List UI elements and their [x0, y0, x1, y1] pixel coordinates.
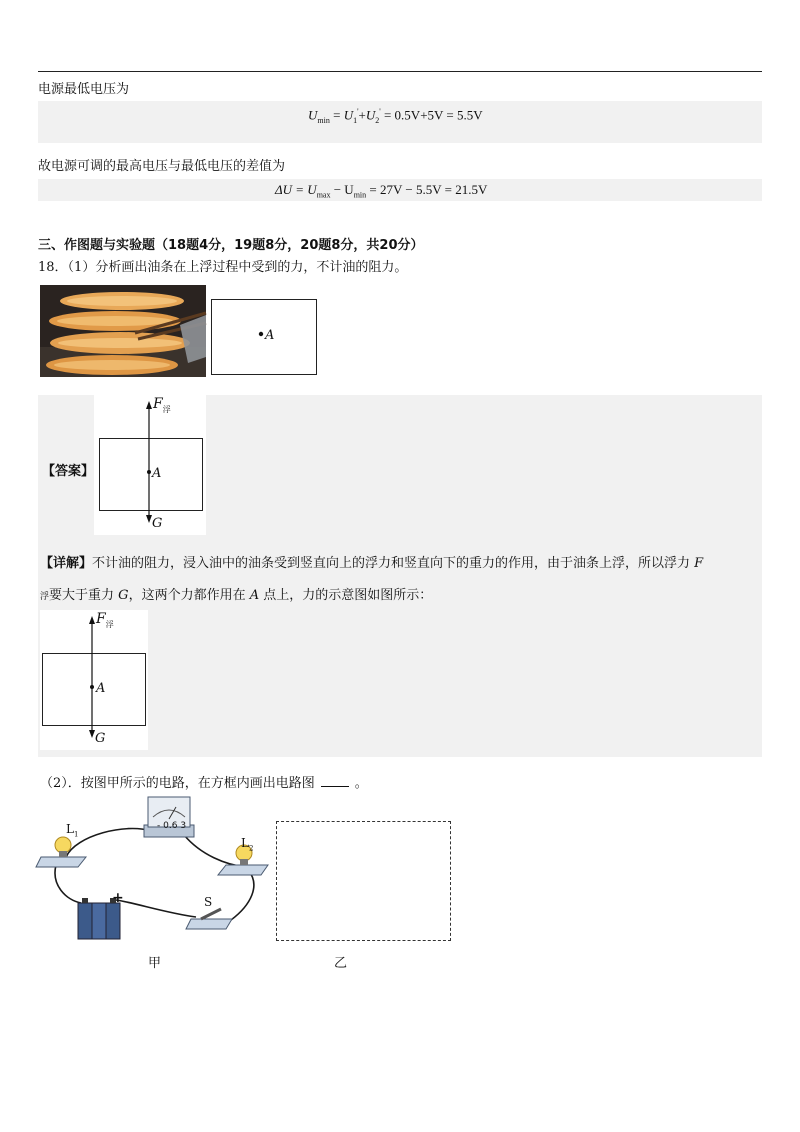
- label-s: S: [204, 895, 213, 909]
- question-18-1: 18．（1）分析画出油条在上浮过程中受到的力，不计油的阻力。: [38, 260, 408, 275]
- question-box-diagram: [211, 299, 317, 375]
- label-jia: 甲: [148, 956, 162, 971]
- label-l1: $L_1$: [66, 822, 79, 839]
- answer-force-diagram: [94, 395, 206, 535]
- circuit-picture: [36, 795, 276, 945]
- answer-f-label: $F_浮$: [153, 396, 171, 414]
- ammeter: [144, 797, 194, 837]
- label-plus: +: [112, 890, 124, 906]
- circuit-drawing-box[interactable]: [276, 821, 451, 941]
- bulb-l1: [36, 837, 86, 867]
- detail-line-2: 浮要大于重力 G，这两个力都作用在 A 点上，力的示意图如图所示：: [40, 588, 433, 603]
- meter-scale: - 0.6 3: [157, 821, 187, 831]
- section-heading: 三、作图题与实验题（18题4分，19题8分，20题8分，共20分）: [38, 238, 424, 253]
- detail-force-diagram: [40, 610, 148, 750]
- detail-a-label: A: [96, 681, 106, 696]
- answer-a-label: A: [152, 466, 162, 481]
- formula-box-2: [38, 179, 762, 201]
- point-a-dot: [259, 332, 263, 336]
- formula-delta-u: $\Delta U = U_{max} - U_{min} = 27V - 5.5V = 21.5V$: [275, 182, 488, 200]
- detail-f-label: $F_浮$: [96, 611, 114, 629]
- youtiao-photo: [40, 285, 206, 377]
- formula-box-1: [38, 101, 762, 143]
- switch: [186, 909, 232, 929]
- detail-g-label: G: [95, 731, 106, 746]
- detail-line-1: 【详解】不计油的阻力，浸入油中的油条受到竖直向上的浮力和竖直向下的重力的作用，由于油条上浮，所以浮力 F: [40, 556, 704, 571]
- answer-label: 【答案】: [42, 464, 95, 479]
- label-yi: 乙: [334, 956, 348, 971]
- top-rule: [38, 71, 762, 72]
- formula-umin: $U_{min} = U_1'+U_2' = 0.5V+5V = 5.5V$: [308, 107, 483, 125]
- point-a-label: A: [265, 328, 275, 343]
- label-l2: $L_2$: [241, 836, 254, 853]
- text-line-min-voltage: 电源最低电压为: [38, 82, 130, 97]
- answer-blank[interactable]: [321, 786, 349, 787]
- question-18-2: （2）．按图甲所示的电路，在方框内画出电路图 。: [40, 776, 368, 791]
- answer-g-label: G: [152, 516, 163, 531]
- text-line-difference: 故电源可调的最高电压与最低电压的差值为: [38, 159, 286, 174]
